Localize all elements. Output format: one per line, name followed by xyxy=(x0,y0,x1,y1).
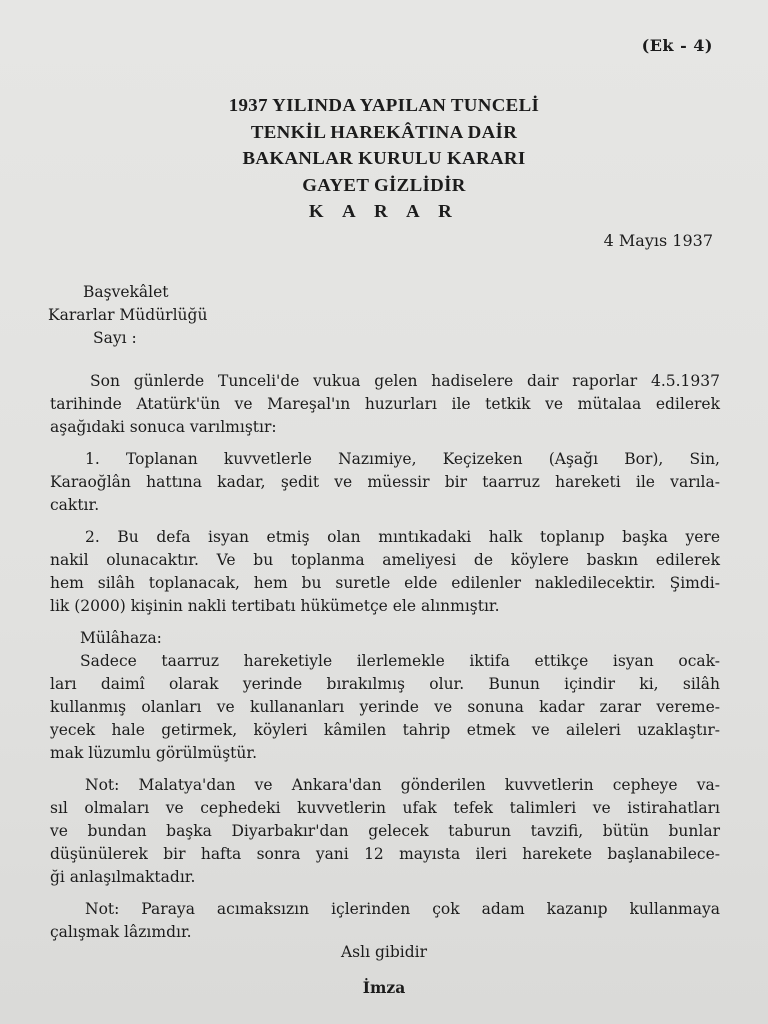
text-line: düşünülerek bir hafta sonra yani 12 mayısta ileri harekete başlanabilece- xyxy=(50,845,720,863)
title-line-2: TENKİL HAREKÂTINA DAİR xyxy=(250,121,518,142)
title-line-5: K A R A R xyxy=(308,201,460,221)
note-2-paragraph xyxy=(50,898,720,944)
text-line: çalışmak lâzımdır. xyxy=(50,923,192,941)
text-line: nakil olunacaktır. Ve bu toplanma ameliyesi de köylere baskın edilerek xyxy=(50,551,720,569)
address-line-1: Başvekâlet xyxy=(83,283,169,301)
text-line: yecek hale getirmek, köyleri kâmilen tahrip etmek ve aileleri uzaklaştır- xyxy=(50,721,720,739)
text-line: hem silâh toplanacak, hem bu suretle elde edilenler nakledilecektir. Şimdi- xyxy=(50,574,720,592)
text-line: tarihinde Atatürk'ün ve Mareşal'ın huzurları ile tetkik ve mütalaa edilerek xyxy=(50,395,720,413)
document-body xyxy=(50,370,720,953)
annex-label: (Ek - 4) xyxy=(641,36,713,55)
asli-gibidir-text: Aslı gibidir xyxy=(340,943,428,961)
text-line: 2. Bu defa isyan etmiş olan mıntıkadaki halk toplanıp başka yere xyxy=(85,528,720,546)
title-line-3: BAKANLAR KURULU KARARI xyxy=(242,148,526,168)
text-line: Sadece taarruz hareketiyle ilerlemekle iktifa ettikçe isyan ocak- xyxy=(80,652,720,670)
title-line-4: GAYET GİZLİDİR xyxy=(302,174,466,195)
signature-label: İmza xyxy=(362,978,406,997)
text-line: sıl olmaları ve cephedeki kuvvetlerin ufak tefek talimleri ve istirahatları xyxy=(50,799,720,817)
text-line: aşağıdaki sonuca varılmıştır: xyxy=(50,418,277,436)
item-2-paragraph xyxy=(50,526,720,618)
text-line: ları daimî olarak yerinde bırakılmış olur. Bunun içindir ki, silâh xyxy=(50,675,720,693)
text-line: Not: Paraya acımaksızın içlerinden çok adam kazanıp kullanmaya xyxy=(85,900,720,918)
text-line: caktır. xyxy=(50,496,100,514)
document-date: 4 Mayıs 1937 xyxy=(603,231,713,250)
address-line-3: Sayı : xyxy=(93,329,137,347)
text-line: lik (2000) kişinin nakli tertibatı hükümetçe ele alınmıştır. xyxy=(50,597,500,615)
document-title xyxy=(0,92,768,225)
mulahaza-heading: Mülâhaza: xyxy=(80,629,162,647)
address-line-2: Kararlar Müdürlüğü xyxy=(48,306,208,324)
text-line: Not: Malatya'dan ve Ankara'dan gönderilen kuvvetlerin cepheye va- xyxy=(85,776,720,794)
text-line: ve bundan başka Diyarbakır'dan gelecek taburun tavzifi, bütün bunlar xyxy=(50,822,720,840)
text-line: Karaoğlân hattına kadar, şedit ve müessir bir taarruz hareketi ile varıla- xyxy=(50,473,720,491)
item-1-paragraph xyxy=(50,448,720,517)
text-line: ği anlaşılmaktadır. xyxy=(50,868,196,886)
text-line: kullanmış olanları ve kullananları yerinde ve sonuna kadar zarar vereme- xyxy=(50,698,720,716)
note-1-paragraph xyxy=(50,774,720,889)
text-line: Son günlerde Tunceli'de vukua gelen hadiselere dair raporlar 4.5.1937 xyxy=(90,372,720,390)
title-line-1: 1937 YILINDA YAPILAN TUNCELİ xyxy=(228,95,540,115)
mulahaza-paragraph xyxy=(50,650,720,765)
text-line: mak lüzumlu görülmüştür. xyxy=(50,744,257,762)
text-line: 1. Toplanan kuvvetlerle Nazımiye, Keçizeken (Aşağı Bor), Sin, xyxy=(85,450,720,468)
intro-paragraph xyxy=(50,370,720,439)
